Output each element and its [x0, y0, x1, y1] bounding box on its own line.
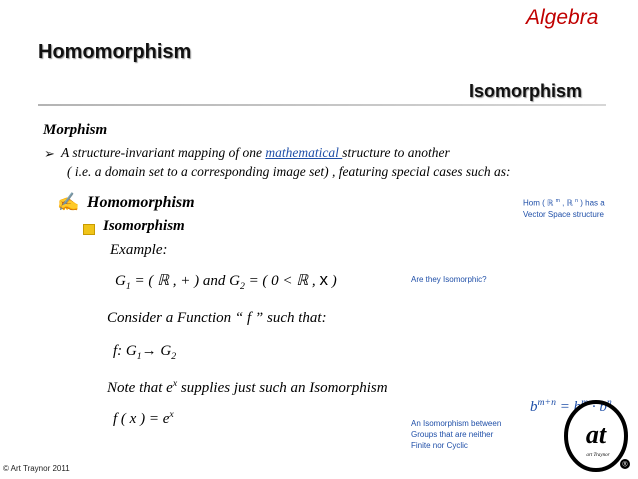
map-g2: G — [156, 343, 172, 359]
header-divider — [38, 104, 606, 106]
page-title: Homomorphism — [38, 41, 192, 63]
g2-symbol: G — [229, 273, 240, 289]
g2-operation: x — [319, 270, 328, 289]
fx-sup: x — [169, 409, 174, 420]
consider-line: Consider a Function “ f ” such that: — [107, 310, 327, 326]
question-note: Are they Isomorphic? — [411, 275, 487, 284]
logo-text: at — [585, 420, 607, 449]
square-bullet-icon — [83, 224, 95, 235]
g1-symbol: G — [115, 273, 126, 289]
page-subtitle: Isomorphism — [469, 81, 583, 101]
arrow-bullet-icon: ➢ — [44, 146, 55, 161]
g2-definition: = ( 0 < ℝ , — [244, 273, 320, 289]
definition-text-after: structure to another — [342, 145, 450, 160]
iso-note-line-2: Groups that are neither — [411, 430, 494, 439]
example-label: Example: — [110, 242, 168, 258]
hom-vector-space-note — [523, 196, 605, 220]
checkmark-bullet-icon: ✍ — [57, 192, 80, 212]
note-after: supplies just such an Isomorphism — [177, 380, 388, 396]
hom-note-line-2: Vector Space structure — [523, 209, 604, 219]
homomorphism-item: Homomorphism — [87, 194, 195, 211]
isomorphism-groups-note — [411, 418, 501, 451]
isomorphism-item: Isomorphism — [103, 218, 185, 234]
definition-line-1 — [61, 145, 450, 161]
g1-definition: = ( ℝ , + ) and — [130, 273, 230, 289]
fx-equation — [113, 409, 174, 428]
function-mapping — [113, 343, 176, 362]
map-sub2: 2 — [171, 351, 177, 362]
registered-icon: ® — [622, 461, 628, 469]
map-sub1: 1 — [136, 351, 142, 362]
iso-note-line-3: Finite nor Cyclic — [411, 441, 468, 450]
g2-close: ) — [327, 273, 337, 289]
definition-line-2: ( i.e. a domain set to a corresponding image set) , featuring special cases such as: — [67, 164, 511, 179]
g2-subscript: 2 — [239, 281, 245, 292]
exponent-identity: $b^{m+n} = b^m \cdot b^n$ — [530, 397, 612, 415]
note-sup: x — [172, 378, 178, 389]
copyright: © Art Traynor 2011 — [3, 464, 70, 473]
iso-note-line-1: An Isomorphism between — [411, 419, 502, 428]
map-f: f: G — [113, 343, 137, 359]
example-definition — [115, 270, 337, 292]
g1-subscript: 1 — [125, 281, 131, 292]
mathematical-link[interactable]: mathematical — [265, 145, 343, 160]
note-before: Note that e — [107, 380, 173, 396]
morphism-heading: Morphism — [43, 122, 108, 138]
logo-subtext: art Traynor — [586, 453, 610, 458]
map-arrow-icon: → — [141, 343, 157, 359]
hom-note-line-1: Hom ( ℝ $^m$ , ℝ $^n$ ) has a — [523, 198, 605, 208]
subject-title: Algebra — [526, 6, 599, 29]
note-line — [107, 378, 388, 397]
art-traynor-logo — [563, 398, 633, 474]
fx-left: f ( x ) = e — [113, 411, 170, 427]
definition-text-before: A structure-invariant mapping of one — [61, 145, 266, 160]
